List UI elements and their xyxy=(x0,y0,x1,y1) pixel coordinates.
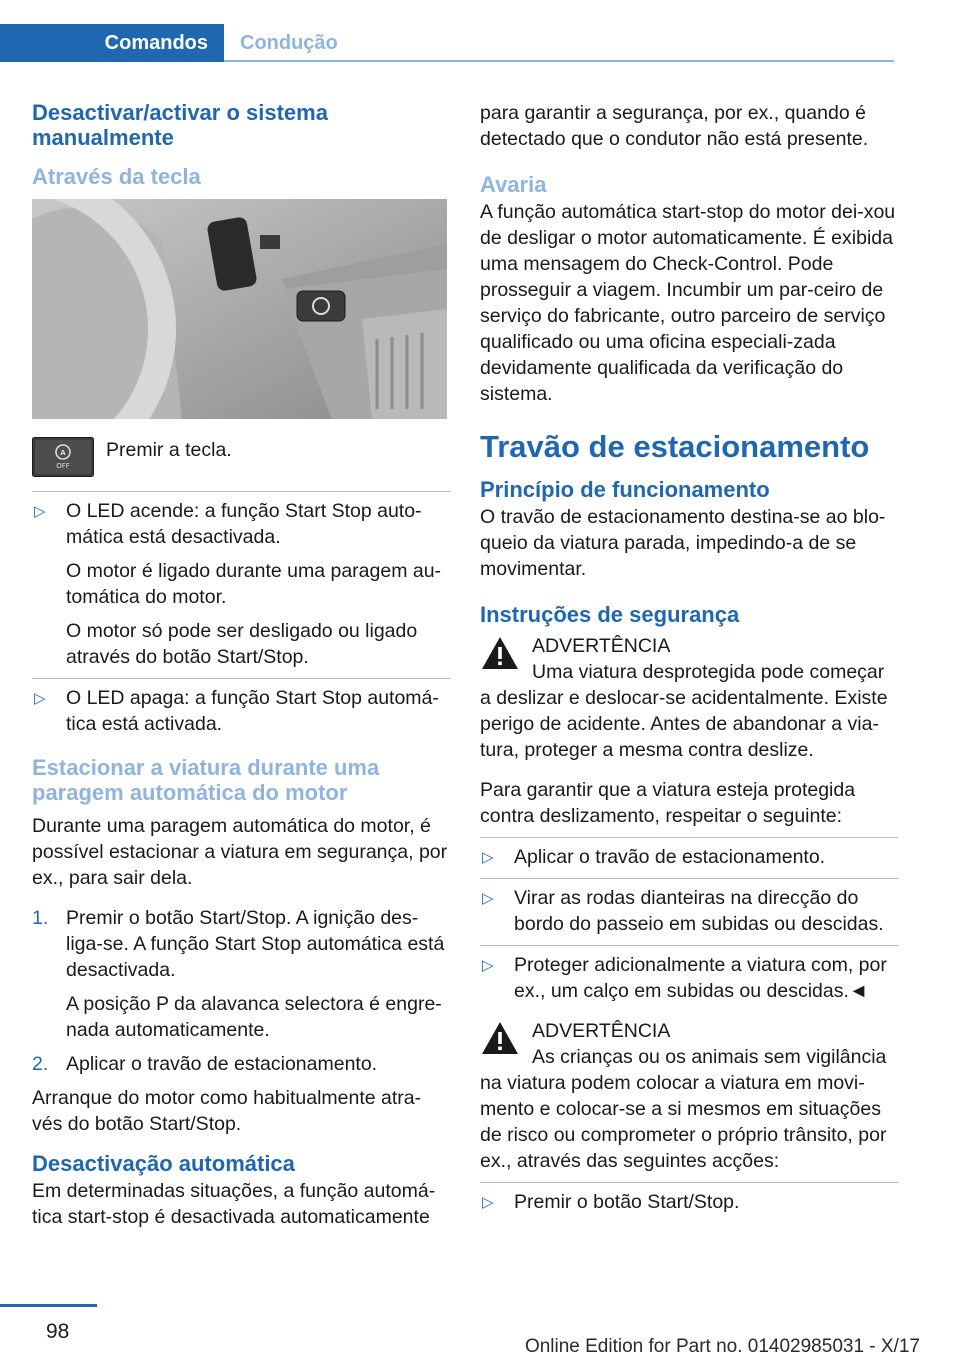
numbered-steps xyxy=(32,905,450,1077)
warning-first-line: Uma viatura desprotegida pode começar xyxy=(532,661,885,683)
parking-bullet-list xyxy=(480,837,898,1004)
heading-safety: Instruções de segurança xyxy=(480,602,740,627)
header-bar xyxy=(0,0,960,62)
warning-block xyxy=(480,633,898,685)
triangle-bullet-icon: ▷ xyxy=(34,690,46,707)
warning-first-line: As crianças ou os animais sem vigilância xyxy=(532,1046,887,1068)
list-item xyxy=(480,945,898,1004)
auto-deactivation-text: Em determinadas situações, a função automá‐tica start-stop é desactivada automaticamente xyxy=(32,1180,436,1228)
actions-bullet-list xyxy=(480,1182,898,1215)
triangle-bullet-icon: ▷ xyxy=(34,503,46,520)
press-button-caption: Premir a tecla. xyxy=(106,439,232,461)
fault-text: A função automática start-stop do motor dei‐xou de desligar o motor automaticamente. É exibida uma mensagem do Check-Control. Pode prosseguir a viagem. Incumbir um par‐ceiro de serviço do fabricante, outro parceiro de serviço qualificado ou uma oficina especiali‐zada devidamente qualificada da verificação do sistema. xyxy=(480,201,896,405)
auto-start-stop-off-button-icon xyxy=(32,437,94,477)
principle-text: O travão de estacionamento destina-se ao blo‐queio da viatura parada, impedindo-a de se movimentar. xyxy=(480,506,886,580)
heading-park-during-stop: Estacionar a viatura durante uma paragem automática do motor xyxy=(32,755,380,805)
bullet-text: Proteger adicionalmente a viatura com, por ex., um calço em subidas ou descidas.◄ xyxy=(514,954,887,1002)
continued-text: para garantir a segurança, por ex., quando é detectado que o condutor não está presente. xyxy=(480,102,869,150)
list-item xyxy=(480,878,898,937)
step-text: A posição P da alavanca selectora é engre‐nada automaticamente. xyxy=(66,993,442,1041)
triangle-bullet-icon: ▷ xyxy=(482,849,494,866)
led-bullet-list xyxy=(32,491,450,737)
bullet-text: Aplicar o travão de estacionamento. xyxy=(514,846,826,868)
bullet-text: O motor só pode ser desligado ou ligado através do botão Start/Stop. xyxy=(66,620,418,668)
triangle-bullet-icon: ▷ xyxy=(482,1194,494,1211)
list-item xyxy=(32,492,450,670)
step-number: 2. xyxy=(32,1053,49,1075)
warning-triangle-icon xyxy=(480,635,520,671)
warning-triangle-icon xyxy=(480,1020,520,1056)
park-text: Durante uma paragem automática do motor, é possível estacionar a viatura em segurança, por ex., para sair dela. xyxy=(32,815,448,889)
restart-text: Arranque do motor como habitualmente atra‐vés do botão Start/Stop. xyxy=(32,1087,422,1135)
step-text: Premir o botão Start/Stop. A ignição des‐liga-se. A função Start Stop automática está desactivada. xyxy=(66,907,445,981)
bullet-text: Virar as rodas dianteiras na direcção do bordo do passeio em subidas ou descidas. xyxy=(514,887,884,935)
warning-block xyxy=(480,1018,898,1070)
bullet-text: Premir o botão Start/Stop. xyxy=(514,1191,740,1213)
bullet-text: O motor é ligado durante uma paragem au‐tomática do motor. xyxy=(66,560,442,608)
list-item xyxy=(480,1183,898,1215)
heading-principle: Princípio de funcionamento xyxy=(480,477,770,502)
bullet-text: O LED apaga: a função Start Stop automá‐tica está activada. xyxy=(66,687,439,735)
step-text: Aplicar o travão de estacionamento. xyxy=(66,1053,378,1075)
warning-title: ADVERTÊNCIA xyxy=(532,635,671,657)
page-number: 98 xyxy=(46,1320,70,1343)
tab-comandos[interactable]: Comandos xyxy=(0,24,224,62)
footer-divider xyxy=(0,1304,97,1307)
step-number: 1. xyxy=(32,907,49,929)
heading-via-button: Através da tecla xyxy=(32,164,201,189)
left-column xyxy=(32,100,450,1230)
list-item xyxy=(32,1051,450,1077)
heading-auto-deactivation: Desactivação automática xyxy=(32,1151,295,1176)
warning-title: ADVERTÊNCIA xyxy=(532,1020,671,1042)
tab-conducao[interactable]: Condução xyxy=(240,31,338,54)
svg-text:A: A xyxy=(60,449,66,457)
list-item xyxy=(32,678,450,737)
heading-parking-brake: Travão de estacionamento xyxy=(480,429,870,464)
triangle-bullet-icon: ▷ xyxy=(482,957,494,974)
bullet-text: O LED acende: a função Start Stop auto‐mática está desactivada. xyxy=(66,500,422,548)
triangle-bullet-icon: ▷ xyxy=(482,890,494,907)
list-item xyxy=(32,905,450,1043)
header-divider xyxy=(224,60,894,62)
warning-text: na viatura podem colocar a viatura em movi‐mento e colocar-se a si mesmos em situações de risco ou comprometer o próprio trânsito, por ex., através das seguintes acções: xyxy=(480,1072,887,1172)
warning-text: a deslizar e deslocar-se acidentalmente. Existe perigo de acidente. Antes de abandonar a via‐tura, proteger a mesma contra deslize. xyxy=(480,687,888,761)
svg-text:OFF: OFF xyxy=(56,462,70,470)
button-instruction xyxy=(32,437,450,477)
heading-fault: Avaria xyxy=(480,172,547,197)
secure-vehicle-text: Para garantir que a viatura esteja protegida contra deslizamento, respeitar o seguinte: xyxy=(480,779,856,827)
footer-edition: Online Edition for Part no. 01402985031 - X/17 xyxy=(524,1336,920,1357)
list-item xyxy=(480,838,898,870)
heading-deactivate: Desactivar/activar o sistema manualmente xyxy=(32,100,328,150)
steering-column-photo xyxy=(32,199,447,419)
right-column xyxy=(480,100,898,1229)
